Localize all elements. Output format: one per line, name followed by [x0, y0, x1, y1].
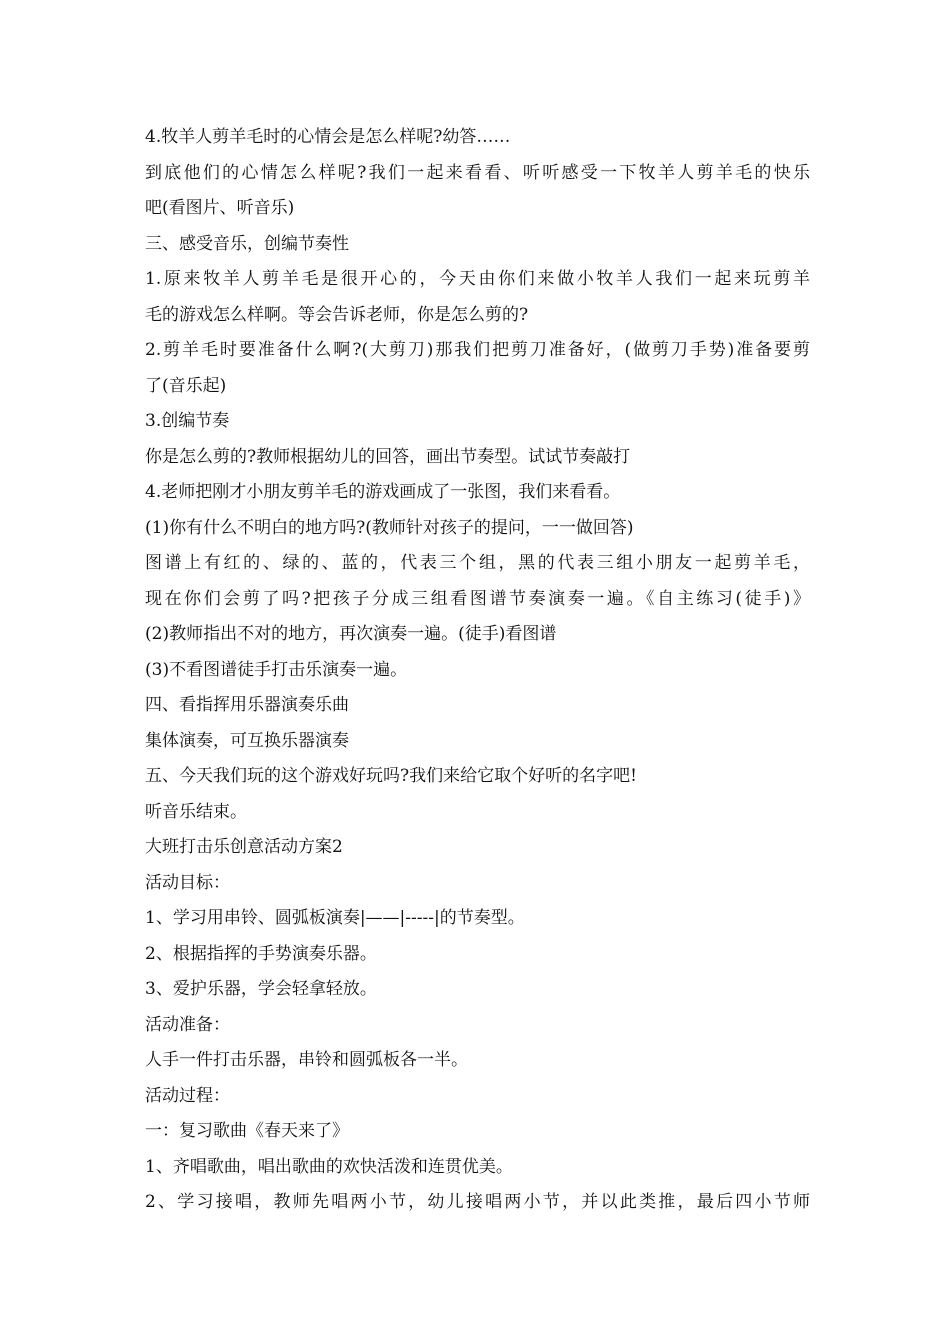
text-line: 吧(看图片、听音乐)	[145, 198, 295, 218]
text-line: 你是怎么剪的?教师根据幼儿的回答，画出节奏型。试试节奏敲打	[145, 446, 631, 467]
text-line: 大班打击乐创意活动方案2	[145, 837, 343, 857]
text-line: 2.剪羊毛时要准备什么啊?(大剪刀)那我们把剪刀准备好，(做剪刀手势)准备要剪	[145, 340, 810, 360]
text-line: 一：复习歌曲《春天来了》	[145, 1121, 349, 1141]
text-line: 五、今天我们玩的这个游戏好玩吗?我们来给它取个好听的名字吧!	[145, 766, 637, 786]
text-line: 1、学习用串铃、圆弧板演奏|——|-----|的节奏型。	[145, 908, 525, 928]
text-line: (3)不看图谱徒手打击乐演奏一遍。	[145, 659, 408, 680]
text-line: 活动过程：	[145, 1085, 230, 1106]
text-line: 2、学习接唱，教师先唱两小节，幼儿接唱两小节，并以此类推，最后四小节师	[145, 1192, 810, 1212]
text-line: 2、根据指挥的手势演奏乐器。	[145, 943, 377, 964]
text-line: 4.牧羊人剪羊毛时的心情会是怎么样呢?幼答……	[145, 127, 511, 147]
text-line: 现在你们会剪了吗?把孩子分成三组看图谱节奏演奏一遍。《自主练习(徒手)》	[145, 588, 810, 609]
text-line: 人手一件打击乐器，串铃和圆弧板各一半。	[145, 1050, 468, 1070]
text-line: 3.创编节奏	[145, 411, 230, 431]
text-line: 活动目标：	[145, 872, 230, 893]
text-line: 图谱上有红的、绿的、蓝的，代表三个组，黑的代表三组小朋友一起剪羊毛，	[145, 553, 810, 573]
text-line: 1.原来牧羊人剪羊毛是很开心的，今天由你们来做小牧羊人我们一起来玩剪羊	[145, 269, 810, 289]
text-line: 毛的游戏怎么样啊。等会告诉老师，你是怎么剪的?	[145, 304, 529, 325]
text-line: 集体演奏，可互换乐器演奏	[145, 730, 349, 751]
text-line: 四、看指挥用乐器演奏乐曲	[145, 695, 349, 715]
text-line: 了(音乐起)	[145, 375, 227, 396]
text-line: 活动准备：	[145, 1014, 230, 1035]
text-line: 听音乐结束。	[145, 801, 247, 822]
text-line: (2)教师指出不对的地方，再次演奏一遍。(徒手)看图谱	[145, 624, 557, 644]
text-line: 3、爱护乐器，学会轻拿轻放。	[145, 979, 377, 999]
text-line: 三、感受音乐，创编节奏性	[145, 233, 349, 254]
text-line: 1、齐唱歌曲，唱出歌曲的欢快活泼和连贯优美。	[145, 1156, 513, 1177]
text-line: 4.老师把刚才小朋友剪羊毛的游戏画成了一张图，我们来看看。	[145, 482, 621, 502]
document-page	[145, 120, 810, 1221]
text-line: (1)你有什么不明白的地方吗?(教师针对孩子的提问，一一做回答)	[145, 517, 634, 538]
text-line: 到底他们的心情怎么样呢?我们一起来看看、听听感受一下牧羊人剪羊毛的快乐	[145, 162, 810, 183]
